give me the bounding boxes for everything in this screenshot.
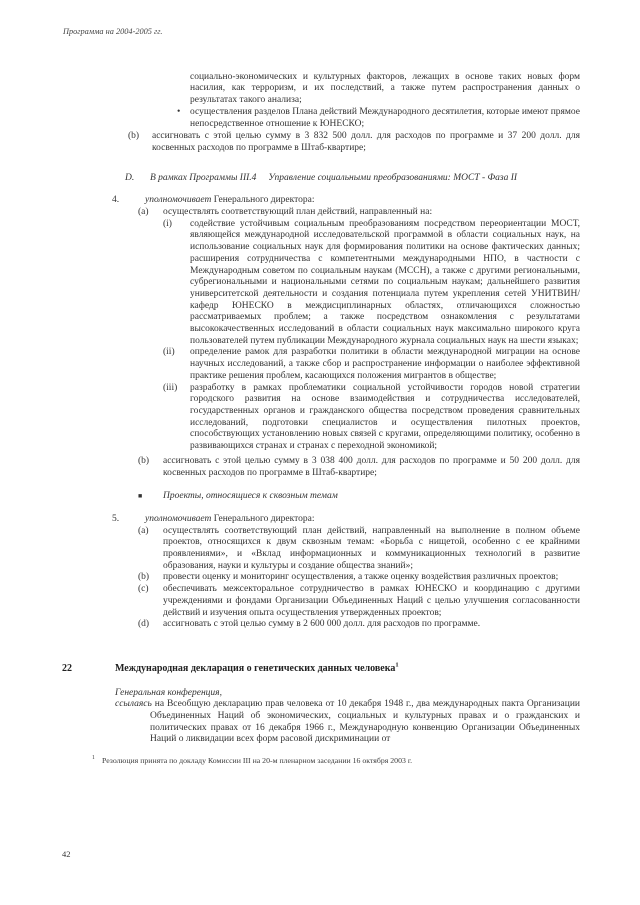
subsection-subtitle: Управление социальными преобразованиями: МОСТ - Фаза II [268,172,518,183]
list-item-4a-i [163,219,580,348]
item-lead [145,514,580,526]
section-title-text: Международная декларация о генетических данных человека [115,662,396,674]
bullet-item-text: осуществления разделов Плана действий Международного десятилетия, которые имеют прямое непосредственное отношение к ЮНЕСКО; [190,106,580,129]
footnote [92,755,562,767]
list-item-text: ассигновать с этой целью сумму в 2 600 000 долл. для расходов по программе. [163,619,481,630]
list-item-label: (a) [138,525,149,536]
list-item-label: (c) [138,584,149,595]
list-item-text: ассигновать с этой целью сумму в 3 832 500 долл. для расходов по программе и 37 200 долл. для косвенных расходов по программе в Штаб-квартире; [152,131,580,153]
list-item-label: (iii) [163,382,178,393]
item-lead-rest: Генерального директора: [213,195,315,206]
list-item-label: (ii) [163,347,175,358]
list-item-4a-ii [163,347,580,382]
item-lead-verb: уполномочивает [145,195,212,206]
section-title [115,663,399,675]
item-lead [145,195,580,207]
list-item-text: провести оценку и мониторинг осуществления, а также оценку воздействия различных проектов; [163,572,559,583]
item-lead-verb: уполномочивает [145,513,212,524]
list-item-text: разработку в рамках проблематики социальной устойчивости городов новой стратегии городского развития на основе взаимодействия и сотрудничества исследователей, государственных органов и гражданского общества посредством проведения сравнительных исследований, подготовки специалистов и осуществления пилотных проектов, способствующих установлению новых связей с кругами, определяющими политику, особенно в развивающихся странах и странах с переходной экономикой; [190,382,580,452]
subsection-heading-d [125,173,580,185]
recalling-verb: ссылаясь [115,699,152,710]
list-item-label: (b) [128,131,140,142]
footnote-reference: 1 [395,661,399,669]
list-item-text: осуществлять соответствующий план действий, направленный на: [163,207,433,218]
recalling-paragraph [115,699,580,746]
recalling-text: на Всеобщую декларацию прав человека от 10 декабря 1948 г., два международных пакта Организации Объединенных Наций об экономических, социальных и культурных правах и о гражданских и политических правах от 16 декабря 1966 г., Международную конвенцию Организации Объединенных Наций о ликвидации всех форм расовой дискриминации от [150,699,581,745]
page-number: 42 [62,849,71,859]
subsection-title [150,173,580,185]
list-item-5d [138,619,580,631]
subsection-label: D. [125,172,135,183]
list-item-4a-iii [163,383,580,453]
list-item-text: осуществлять соответствующий план действий, направленный на выполнение в полном объеме проектов, относящихся к двум сквозным темам: «Борьба с нищетой, особенно с ее крайними проявлениями», и «Вклад информационных и коммуникационных технологий в развитие образования, науки и культуры и создание общества знаний»; [163,525,580,571]
list-item-label: (a) [138,207,149,218]
footnote-text: Резолюция принята по докладу Комиссии III на 20-м пленарном заседании 16 октября 2003 г. [102,756,413,766]
list-item-5a [138,526,580,573]
resolution-item-5 [112,514,580,526]
list-item-text: обеспечивать межсекторальное сотрудничество в рамках ЮНЕСКО и координацию с другими учреждениями и фондами Организации Объединенных Наций с целью улучшения согласованности действий и изучения опыта осуществления утвержденных проектов; [163,584,580,618]
list-item-label: (b) [138,455,150,466]
list-item-text: ассигновать с этой целью сумму в 3 038 400 долл. для расходов по программе и 50 200 долл. для косвенных расходов по программе в Штаб-квартире; [163,455,580,478]
section-22-heading [62,663,640,675]
list-item-4b [138,456,580,479]
item-number: 5. [112,513,120,524]
footnote-ref-number: 1 [92,755,95,762]
item-lead-rest: Генерального директора: [213,513,315,524]
bullet-icon: • [177,106,181,117]
continuation-paragraph: социально-экономических и культурных факторов, лежащих в основе таких новых форм насилия, как терроризм, и их последствий, а также путем распространения данных о результатах такого анализа; [190,71,580,106]
running-header: Программа на 2004-2005 гг. [63,27,163,36]
resolution-item-4 [112,195,580,207]
list-item-5c [138,584,580,619]
list-item-label: (b) [138,572,150,583]
list-item-5b [138,572,580,584]
opening-line: Генеральная конференция, [115,687,222,698]
list-item-label: (i) [163,218,172,229]
crosscutting-title: Проекты, относящиеся к сквозным темам [163,491,338,502]
item-number: 4. [112,195,120,206]
list-item-4a [138,207,580,219]
list-item-label: (d) [138,619,150,630]
section-number: 22 [62,662,72,674]
bullet-list-item [177,107,580,130]
list-item-b-continuation [128,131,580,154]
crosscutting-theme-heading [138,491,580,503]
list-item-text: определение рамок для разработки политики в области международной миграции на основе научных исследований, а также сбор и распространение информации о наиболее эффективной практике решения проблем, касающихся положения мигрантов в обществе; [190,347,580,381]
square-bullet-icon: ■ [138,492,143,501]
subsection-program: В рамках Программы III.4 [150,172,257,183]
list-item-text: содействие устойчивым социальным преобразованиям посредством переориентации МОСТ, являющейся международной исследовательской программой в области социальных наук, на использование социальных наук для формирования политики на основе фактических данных; расширения сотрудничества с компетентными международными НПО, в частности с Международным советом по социальным наукам (МССН), а также с другими региональными, субрегиональными и национальными сетями по социальным наукам; дальнейшего развития университетской деятельности и создания потенциала путем укрепления сетей УНИТВИН/кафедр ЮНЕСКО в междисциплинарных областях, отличающихся сложностью рассматриваемых проблем; а также посредством ознакомления с результатами высококачественных исследований в области социальных наук максимально широкого круга пользователей путем публикации Международного журнала социальных наук на шести языках; [190,218,580,346]
